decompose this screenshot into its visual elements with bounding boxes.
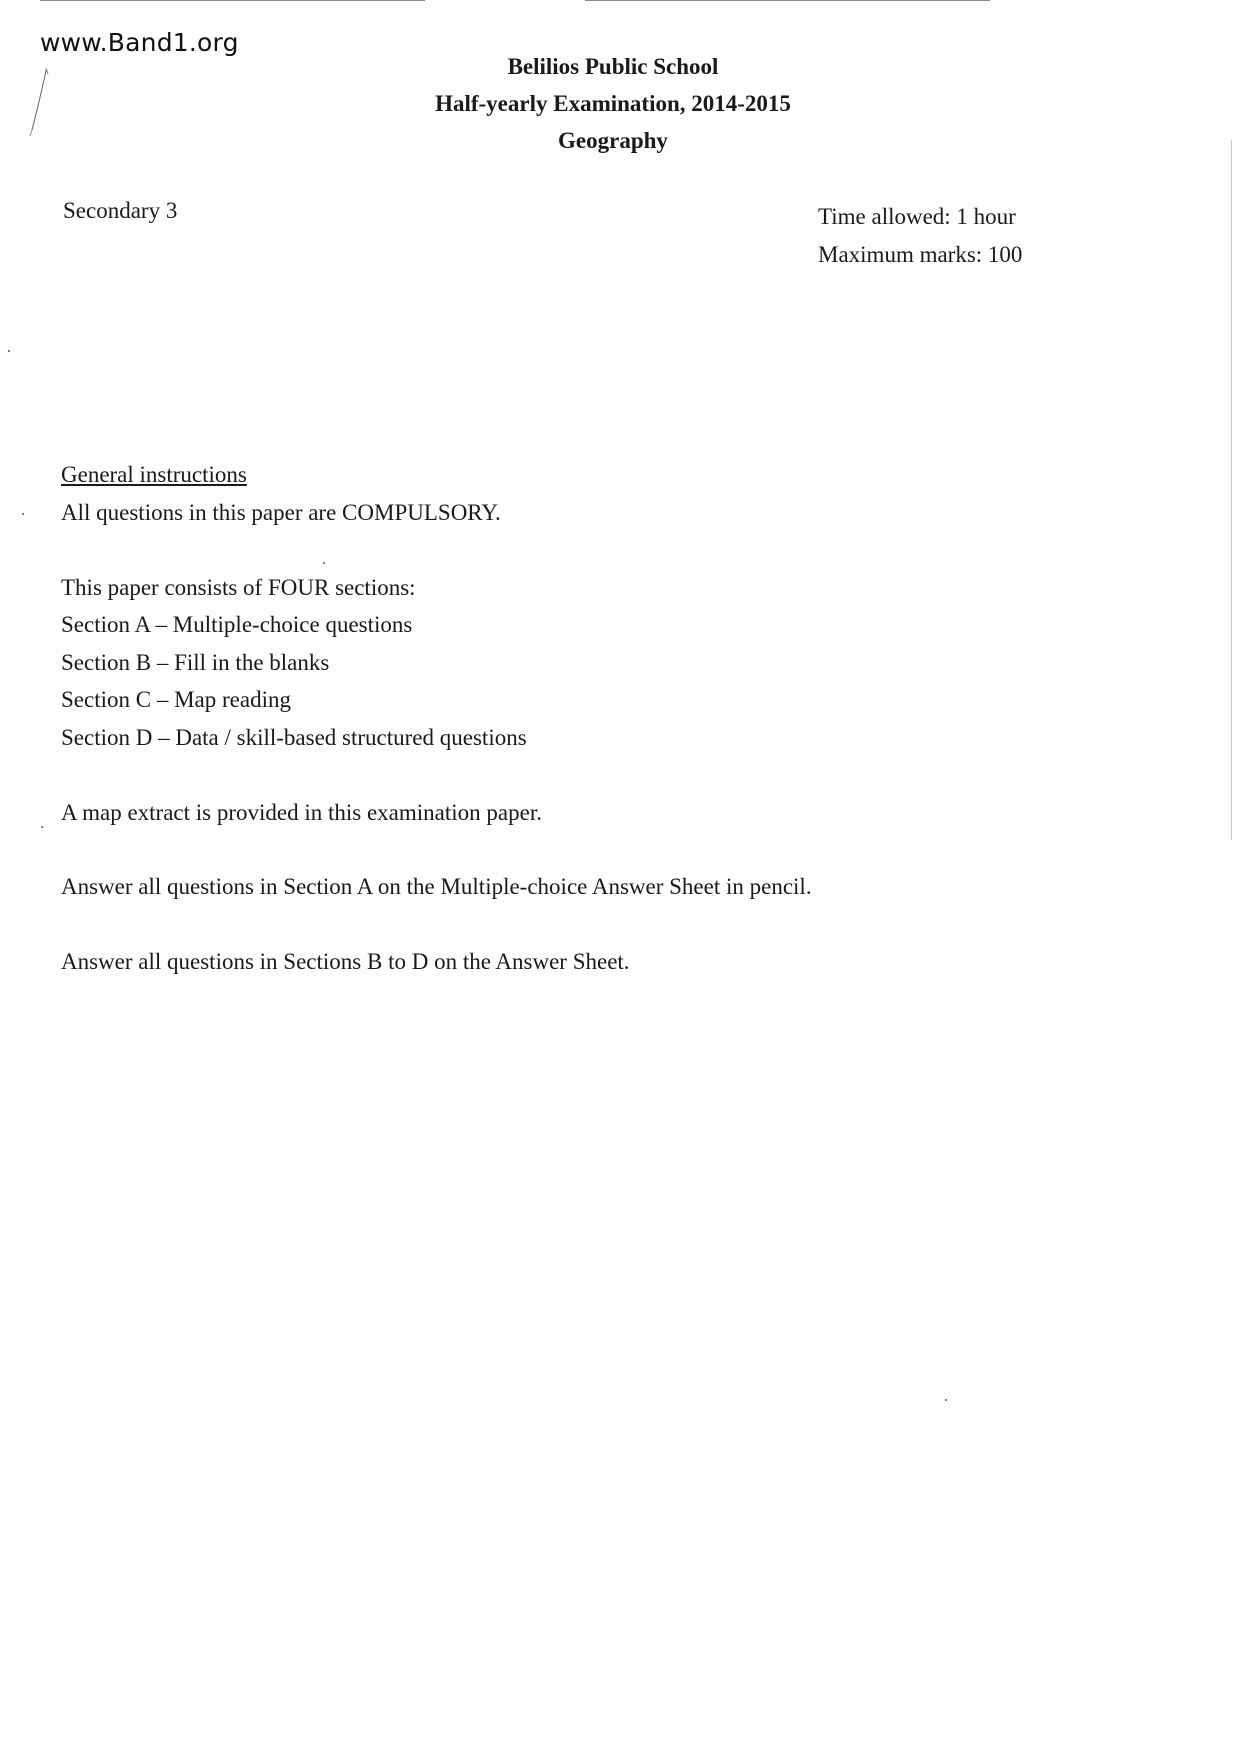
scan-speck (8, 350, 10, 352)
answer-sections-b-d-note: Answer all questions in Sections B to D on the Answer Sheet. (61, 948, 630, 974)
scan-edge-line-right (585, 0, 990, 1)
exam-header (0, 48, 1240, 159)
scan-speck (323, 562, 325, 564)
scan-speck (41, 826, 43, 828)
maximum-marks: Maximum marks: 100 (818, 242, 1023, 267)
map-extract-note: A map extract is provided in this examination paper. (61, 799, 542, 825)
subject-title: Geography (558, 128, 668, 153)
scan-speck (22, 513, 24, 515)
time-allowed: Time allowed: 1 hour (818, 204, 1016, 229)
watermark: www.Band1.org (40, 28, 239, 57)
exam-title: Half-yearly Examination, 2014-2015 (435, 91, 791, 116)
sections-intro: This paper consists of FOUR sections: (61, 574, 416, 600)
scan-speck (945, 1399, 947, 1401)
general-instructions (61, 456, 1181, 980)
section-item-c: Section C – Map reading (61, 687, 291, 713)
section-item-d: Section D – Data / skill-based structured questions (61, 724, 527, 750)
instructions-heading: General instructions (61, 462, 247, 487)
scan-edge-right (1231, 140, 1232, 840)
scan-edge-line-left (40, 0, 425, 1)
school-name: Belilios Public School (507, 54, 719, 79)
section-item-b: Section B – Fill in the blanks (61, 649, 330, 675)
answer-section-a-note: Answer all questions in Section A on the Multiple-choice Answer Sheet in pencil. (61, 874, 812, 900)
class-level: Secondary 3 (63, 198, 178, 223)
compulsory-note: All questions in this paper are COMPULSORY. (61, 500, 501, 525)
section-item-a: Section A – Multiple-choice questions (61, 612, 413, 638)
exam-meta (818, 198, 1022, 274)
